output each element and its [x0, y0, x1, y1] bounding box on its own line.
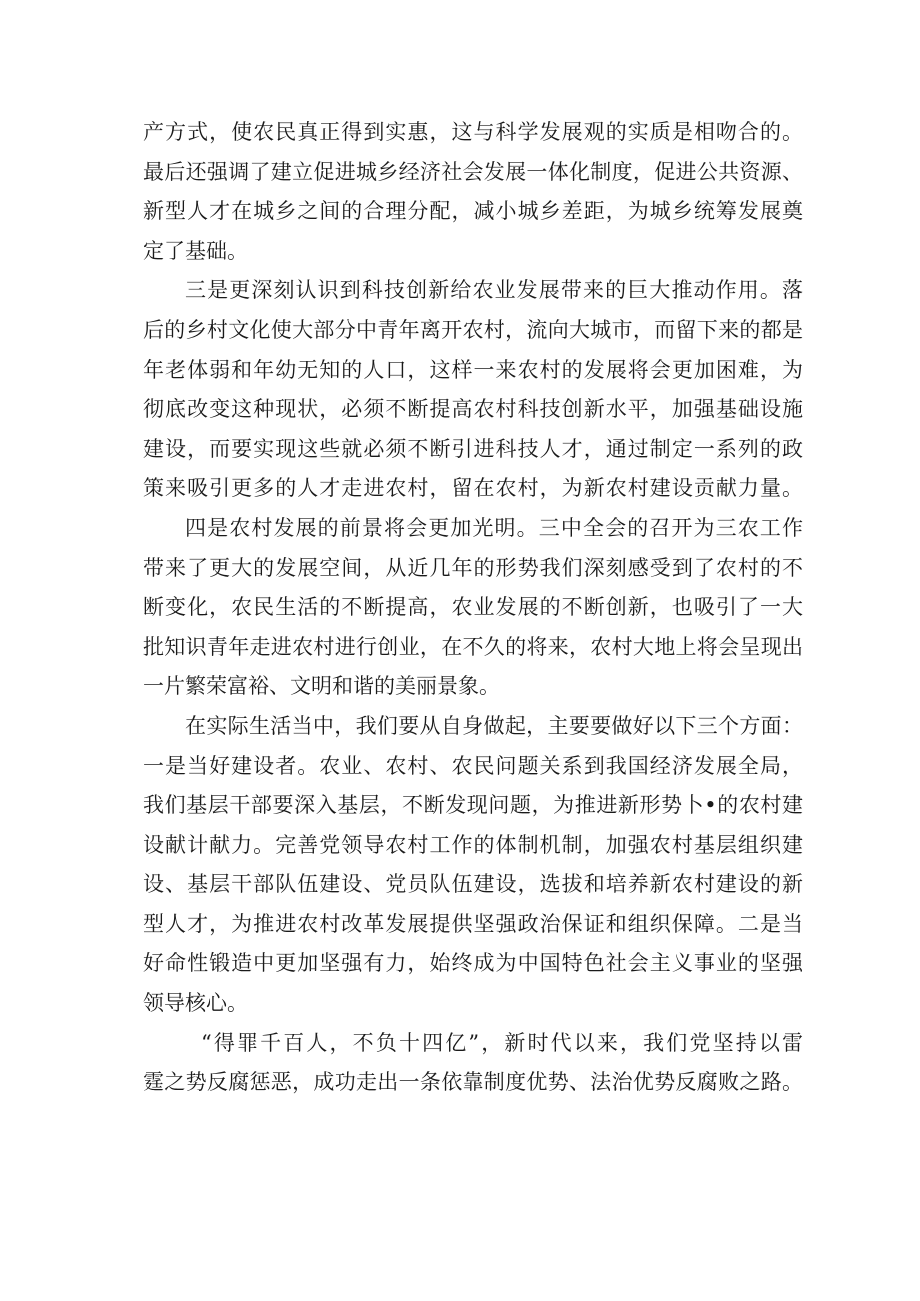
paragraph-4: [143, 707, 803, 1024]
paragraph-2: [143, 271, 803, 509]
text-line: 断变化，农民生活的不断提高，农业发展的不断创新，也吸引了一大: [143, 595, 803, 620]
text-line: 一是当好建设者。农业、农村、农民问题关系到我国经济发展全局，: [143, 753, 803, 778]
text-line: 彻底改变这种现状，必须不断提高农村科技创新水平，加强基础设施: [143, 397, 803, 422]
text-line: 一片繁荣富裕、文明和谐的美丽景象。: [143, 674, 500, 699]
text-line: 三是更深刻认识到科技创新给农业发展带来的巨大推动作用。落: [185, 278, 803, 303]
text-line: 设、基层干部队伍建设、党员队伍建设，选拔和培养新农村建设的新: [143, 872, 803, 897]
text-line: 霆之势反腐惩恶，成功走出一条依靠制度优势、法治优势反腐败之路。: [143, 1070, 803, 1095]
text-line: 策来吸引更多的人才走进农村，留在农村，为新农村建设贡献力量。: [143, 476, 803, 501]
paragraph-3: [143, 509, 803, 707]
text-line: 定了基础。: [143, 238, 248, 263]
text-line: 产方式，使农民真正得到实惠，这与科学发展观的实质是相吻合的。: [143, 120, 803, 144]
text-line: 型人才，为推进农村改革发展提供坚强政治保证和组织保障。二是当: [143, 911, 803, 936]
document-body: [143, 113, 803, 1103]
paragraph-1: [143, 113, 803, 271]
text-line: 后的乡村文化使大部分中青年离开农村，流向大城市，而留下来的都是: [143, 317, 803, 342]
text-line: 好命性锻造中更加坚强有力，始终成为中国特色社会主义事业的坚强: [143, 951, 803, 976]
text-line: 领导核心。: [143, 991, 248, 1016]
text-line: 带来了更大的发展空间，从近几年的形势我们深刻感受到了农村的不: [143, 555, 803, 580]
text-line: 年老体弱和年幼无知的人口，这样一来农村的发展将会更加困难，为: [143, 357, 803, 382]
text-line: 建设，而要实现这些就必须不断引进科技人才，通过制定一系列的政: [143, 436, 803, 461]
text-line: 我们基层干部要深入基层，不断发现问题，为推进新形势卜•的农村建: [143, 793, 803, 818]
paragraph-5: [143, 1024, 803, 1103]
text-line: 最后还强调了建立促进城乡经济社会发展一体化制度，促进公共资源、: [143, 159, 803, 184]
text-line: 在实际生活当中，我们要从自身做起，主要要做好以下三个方面：: [185, 713, 803, 738]
text-line: 新型人才在城乡之间的合理分配，减小城乡差距，为城乡统筹发展奠: [143, 199, 803, 224]
text-line: 设献计献力。完善党领导农村工作的体制机制，加强农村基层组织建: [143, 832, 803, 857]
text-line: 四是农村发展的前景将会更加光明。三中全会的召开为三农工作: [185, 515, 803, 540]
text-line: “得罪千百人，不负十四亿”，新时代以来，我们党坚持以雷: [201, 1030, 803, 1055]
text-line: 批知识青年走进农村进行创业，在不久的将来，农村大地上将会呈现出: [143, 634, 803, 659]
